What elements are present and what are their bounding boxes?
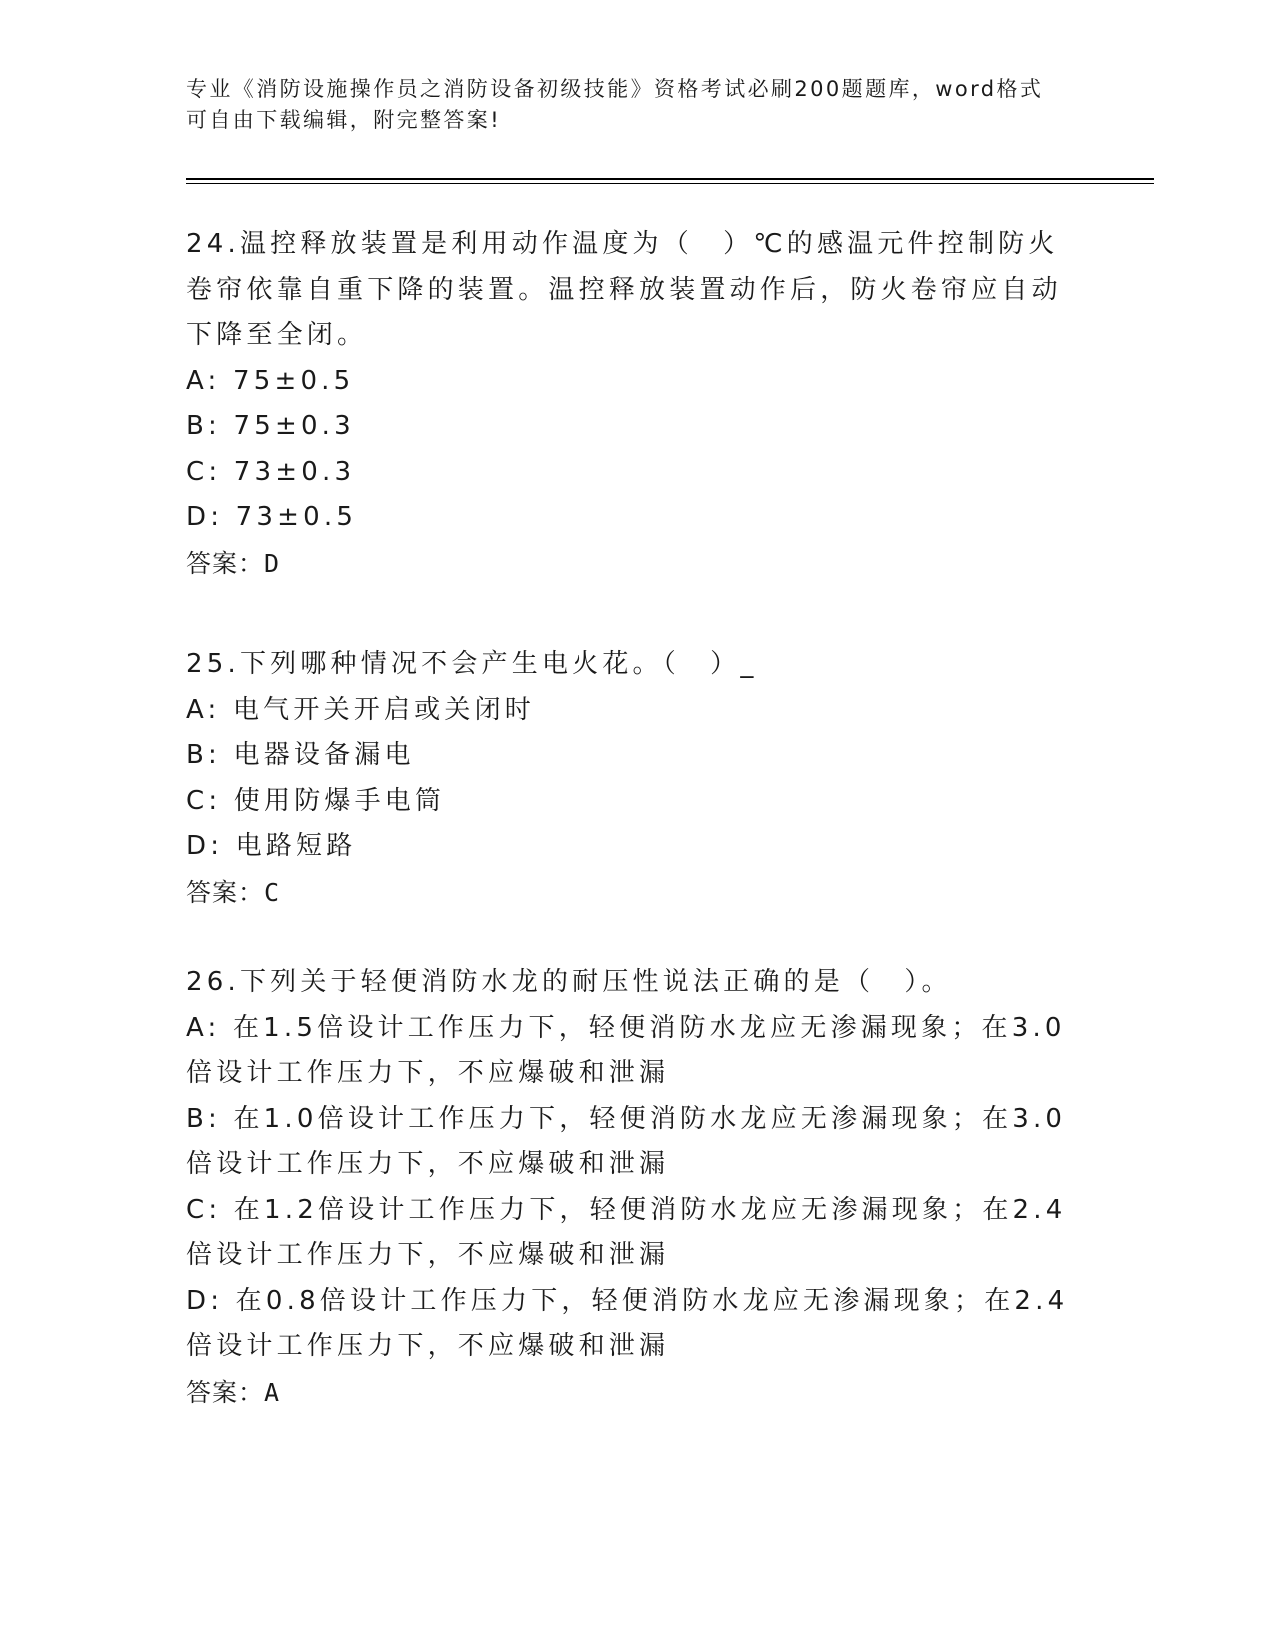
- question-26-stem: [186, 960, 1076, 1006]
- option-label: C:: [186, 785, 222, 816]
- question-24: [186, 222, 1076, 586]
- option-text: 电路短路: [235, 831, 357, 861]
- answer-label: 答案：: [186, 1377, 265, 1407]
- answer-label: 答案：: [186, 877, 265, 907]
- option-c: [186, 1188, 1076, 1279]
- option-label: A:: [186, 694, 221, 725]
- option-label: B:: [186, 740, 221, 770]
- option-c: [186, 779, 1076, 825]
- question-number: 26.: [186, 967, 240, 997]
- header-divider-thick: [186, 178, 1154, 180]
- option-b: [186, 404, 1076, 450]
- answer-value: C: [264, 877, 281, 907]
- option-a: [186, 359, 1076, 405]
- option-text: 在0.8倍设计工作压力下，轻便消防水龙应无渗漏现象；在2.4倍设计工作压力下，不应爆破和泄漏: [186, 1285, 1069, 1361]
- option-text: 使用防爆手电筒: [233, 785, 446, 816]
- option-a: [186, 1006, 1076, 1097]
- option-label: B:: [186, 1103, 221, 1134]
- question-number: 25.: [186, 649, 240, 679]
- option-label: C:: [186, 456, 222, 487]
- option-text: 电器设备漏电: [233, 740, 415, 770]
- question-25-stem: [186, 642, 1076, 688]
- option-label: A:: [186, 365, 221, 396]
- option-b: [186, 1097, 1076, 1188]
- question-text: 下列哪种情况不会产生电火花。（ ）_: [239, 649, 758, 679]
- option-label: D:: [186, 1285, 224, 1316]
- option-text: 在1.2倍设计工作压力下，轻便消防水龙应无渗漏现象；在2.4倍设计工作压力下，不应爆破和泄漏: [186, 1194, 1067, 1270]
- option-text: 在1.5倍设计工作压力下，轻便消防水龙应无渗漏现象；在3.0倍设计工作压力下，不应爆破和泄漏: [186, 1012, 1066, 1088]
- option-label: D:: [186, 502, 224, 532]
- question-24-stem: [186, 222, 1076, 359]
- option-text: 在1.0倍设计工作压力下，轻便消防水龙应无渗漏现象；在3.0倍设计工作压力下，不应爆破和泄漏: [186, 1103, 1067, 1179]
- document-header: 专业《消防设施操作员之消防设备初级技能》资格考试必刷200题题库，word格式可自由下载编辑，附完整答案!: [186, 77, 1044, 132]
- option-d: [186, 824, 1076, 870]
- answer-value: D: [264, 548, 281, 578]
- question-26: [186, 960, 1076, 1415]
- answer-line: [186, 870, 1076, 916]
- option-label: A:: [186, 1012, 221, 1043]
- answer-line: [186, 541, 1076, 587]
- option-text: 75±0.3: [233, 411, 355, 441]
- option-label: B:: [186, 411, 221, 441]
- header-divider-thin: [186, 183, 1154, 184]
- answer-line: [186, 1370, 1076, 1416]
- option-d: [186, 1279, 1076, 1370]
- option-d: [186, 495, 1076, 541]
- question-25: [186, 642, 1076, 915]
- question-text: 温控释放装置是利用动作温度为（ ）℃的感温元件控制防火卷帘依靠自重下降的装置。温控释放装置动作后，防火卷帘应自动下降至全闭。: [186, 229, 1062, 350]
- option-label: C:: [186, 1194, 222, 1225]
- option-b: [186, 733, 1076, 779]
- option-text: 73±0.3: [233, 456, 356, 487]
- question-number: 24.: [186, 229, 240, 259]
- question-text: 下列关于轻便消防水龙的耐压性说法正确的是（ ）。: [239, 967, 952, 997]
- answer-value: A: [264, 1377, 281, 1407]
- option-c: [186, 450, 1076, 496]
- option-text: 73±0.5: [235, 502, 358, 532]
- option-label: D:: [186, 831, 224, 861]
- option-text: 75±0.5: [232, 365, 355, 396]
- option-a: [186, 688, 1076, 734]
- option-text: 电气开关开启或关闭时: [232, 694, 535, 725]
- answer-label: 答案：: [186, 548, 265, 578]
